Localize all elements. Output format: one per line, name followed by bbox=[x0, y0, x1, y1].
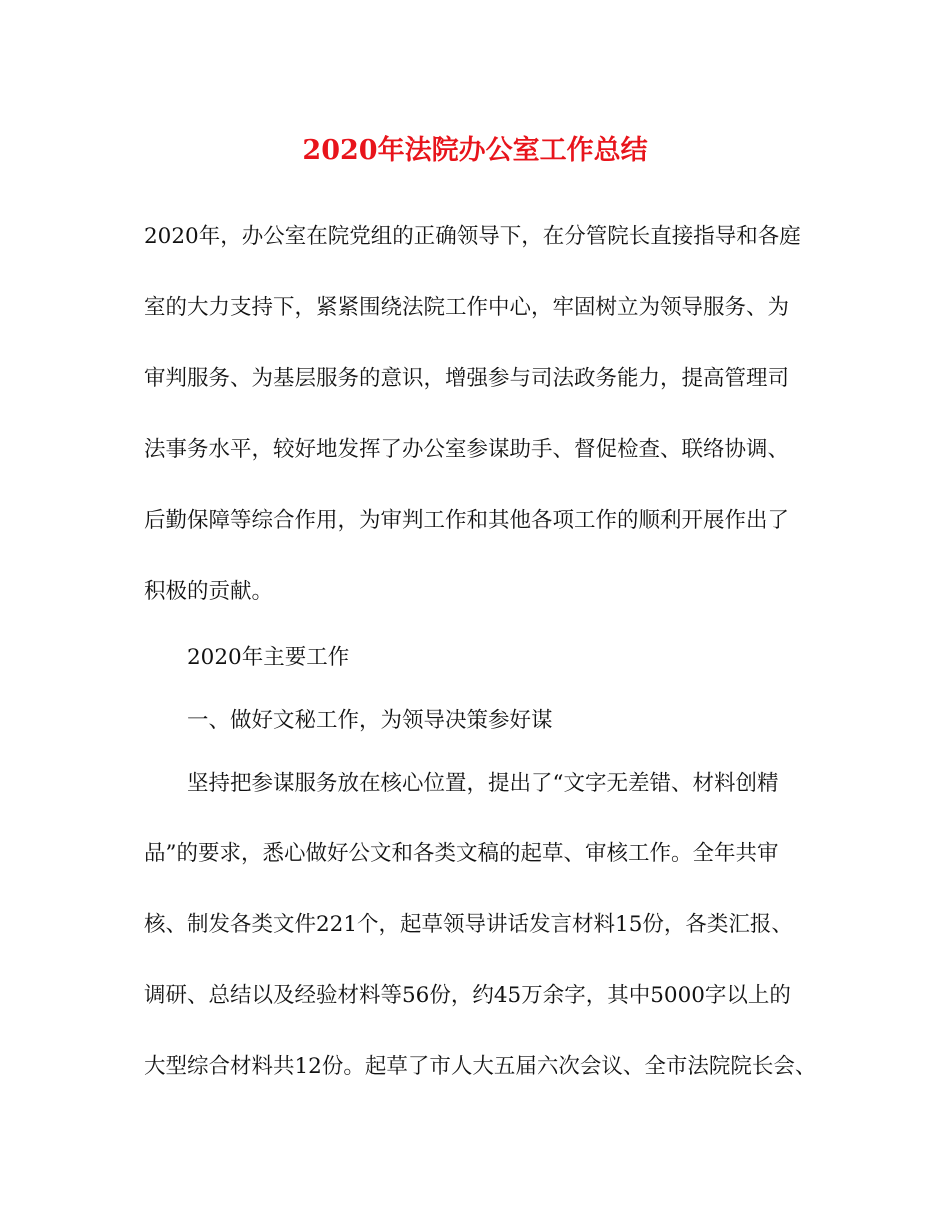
paragraph-line: 后勤保障等综合作用，为审判工作和其他各项工作的顺利开展作出了 bbox=[144, 508, 790, 533]
subsection-heading: 一、做好文秘工作，为领导决策参好谋 bbox=[187, 708, 553, 733]
paragraph-line: 积极的贡献。 bbox=[144, 579, 274, 604]
paragraph-line: 调研、总结以及经验材料等56份，约45万余字，其中5000字以上的 bbox=[144, 983, 791, 1008]
paragraph-line: 审判服务、为基层服务的意识，增强参与司法政务能力，提高管理司 bbox=[144, 366, 790, 391]
document-title: 2020年法院办公室工作总结 bbox=[302, 135, 648, 166]
paragraph-line: 大型综合材料共12份。起草了市人大五届六次会议、全市法院院长会、 bbox=[144, 1054, 817, 1079]
paragraph-line: 室的大力支持下，紧紧围绕法院工作中心，牢固树立为领导服务、为 bbox=[144, 295, 790, 320]
paragraph-line: 品”的要求，悉心做好公文和各类文稿的起草、审核工作。全年共审 bbox=[144, 841, 779, 866]
paragraph-line: 法事务水平，较好地发挥了办公室参谋助手、督促检查、联络协调、 bbox=[144, 437, 790, 462]
section-heading: 2020年主要工作 bbox=[187, 645, 350, 670]
paragraph-line: 坚持把参谋服务放在核心位置，提出了“文字无差错、材料创精 bbox=[187, 771, 779, 796]
paragraph-line: 核、制发各类文件221个，起草领导讲话发言材料15份，各类汇报、 bbox=[144, 912, 793, 937]
paragraph-line: 2020年，办公室在院党组的正确领导下，在分管院长直接指导和各庭 bbox=[144, 224, 801, 249]
